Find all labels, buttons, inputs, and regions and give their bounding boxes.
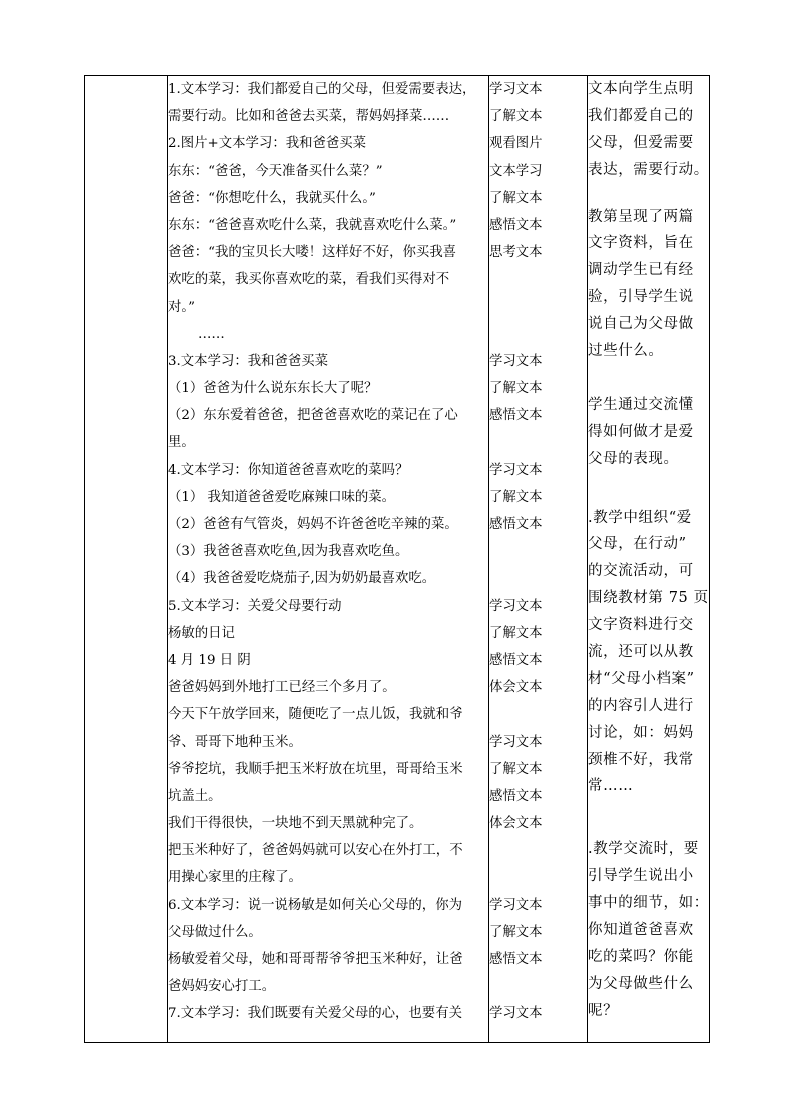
table-row	[85, 76, 710, 1043]
activity-line: 学习文本	[489, 734, 543, 750]
content-line: 父母做过什么。	[168, 924, 262, 940]
intent-line: 父母的表现。	[588, 450, 679, 467]
content-line: 1.文本学习：我们都爱自己的父母，但爱需要表达，	[168, 82, 476, 97]
content-line: 爷爷挖坑，我顺手把玉米籽放在坑里，哥哥给玉米	[168, 761, 463, 777]
intent-line: 讨论，如：妈妈	[588, 724, 694, 741]
content-line: 爷、哥哥下地种玉米。	[168, 734, 302, 750]
content-line: 用操心家里的庄稼了。	[168, 870, 302, 886]
design-intent-blocks	[588, 76, 709, 1025]
lesson-plan-table	[84, 75, 710, 1043]
intent-line: 教第呈现了两篇	[588, 208, 694, 225]
stage-column-cell	[85, 76, 168, 1043]
activity-line: 感悟文本	[489, 217, 543, 233]
content-line: 5.文本学习：关爱父母要行动	[168, 598, 342, 614]
activity-line: 感悟文本	[489, 788, 543, 804]
content-line: （2）东东爱着爸爸，把爸爸喜欢吃的菜记在了心	[168, 408, 458, 424]
activity-line: 了解文本	[489, 761, 543, 777]
content-line: 爸爸：“我的宝贝长大喽！这样好不好，你买我喜	[168, 245, 457, 261]
intent-line: 的内容引人进行	[588, 697, 694, 714]
content-line: 对。”	[168, 299, 195, 315]
design-intent-cell	[588, 76, 710, 1043]
intent-block	[588, 204, 709, 365]
intent-line: 学生通过交流懂	[588, 396, 694, 413]
intent-line: 过些什么。	[588, 343, 664, 360]
content-line: 我们干得很快，一块地不到天黑就种完了。	[168, 816, 423, 832]
activity-line: 思考文本	[489, 245, 543, 261]
intent-line: 调动学生已有经	[588, 262, 694, 279]
intent-line: .教学中组织“爱	[588, 509, 692, 526]
intent-line: 呢？	[588, 1002, 619, 1019]
intent-line: 我们都爱自己的	[588, 107, 694, 124]
content-line: 爸妈妈安心打工。	[168, 979, 276, 995]
intent-block	[588, 76, 709, 184]
intent-line: 说自己为父母做	[588, 316, 694, 333]
content-line: 东东：“爸爸，今天准备买什么菜？”	[168, 163, 383, 179]
activity-line: 文本学习	[489, 163, 543, 179]
student-activity-lines	[489, 76, 587, 1028]
intent-line: 为父母做些什么	[588, 975, 694, 992]
activity-line: 学习文本	[489, 353, 543, 369]
content-line: 爸爸：“你想吃什么，我就买什么。”	[168, 190, 376, 206]
teaching-content-lines	[168, 76, 488, 1028]
activity-line: 了解文本	[489, 625, 543, 641]
intent-line: 得如何做才是爱	[588, 423, 694, 440]
intent-line: 常……	[588, 778, 634, 795]
content-line: （1） 我知道爸爸爱吃麻辣口味的菜。	[168, 489, 396, 505]
intent-line: 文字资料进行交	[588, 617, 694, 634]
intent-line: 你知道爸爸喜欢	[588, 922, 694, 939]
intent-line: 表达，需要行动。	[588, 161, 709, 178]
content-line: 2.图片+文本学习：我和爸爸买菜	[168, 136, 367, 152]
intent-line: 文本向学生点明	[588, 81, 694, 97]
activity-line	[489, 321, 587, 348]
activity-line: 学习文本	[489, 598, 543, 614]
content-line: 爸爸妈妈到外地打工已经三个多月了。	[168, 680, 396, 696]
activity-line	[489, 565, 587, 592]
intent-line: 颈椎不好，我常	[588, 751, 694, 768]
intent-line: 吃的菜吗？你能	[588, 948, 694, 965]
content-line: （4）我爸爸爱吃烧茄子,因为奶奶最喜欢吃。	[168, 571, 436, 587]
content-line: 3.文本学习：我和爸爸买菜	[168, 353, 329, 369]
activity-line	[489, 266, 587, 293]
activity-line	[489, 701, 587, 728]
activity-line: 学习文本	[489, 82, 543, 97]
intent-line: 父母，在行动”	[588, 536, 687, 553]
intent-block	[588, 836, 709, 1024]
activity-line: 感悟文本	[489, 408, 543, 424]
activity-line: 感悟文本	[489, 952, 543, 967]
intent-line: 的交流活动，可	[588, 563, 694, 580]
activity-line: 学习文本	[489, 1006, 543, 1022]
intent-line: 验，引导学生说	[588, 289, 694, 306]
activity-line: 了解文本	[489, 190, 543, 206]
content-line: 欢吃的菜，我买你喜欢吃的菜，看我们买得对不	[168, 272, 450, 288]
activity-line: 了解文本	[489, 109, 543, 125]
activity-line	[489, 538, 587, 565]
content-line: （2）爸爸有气管炎，妈妈不许爸爸吃辛辣的菜。	[168, 517, 458, 532]
activity-line: 了解文本	[489, 381, 543, 397]
intent-block	[588, 392, 709, 473]
content-line: ……	[198, 326, 225, 342]
activity-line	[489, 837, 587, 864]
activity-line: 观看图片	[489, 136, 543, 152]
activity-line	[489, 973, 587, 1000]
student-activity-cell	[489, 76, 588, 1043]
activity-line: 体会文本	[489, 816, 543, 832]
activity-line: 学习文本	[489, 462, 543, 478]
content-line: 今天下午放学回来，随便吃了一点儿饭，我就和爷	[168, 707, 463, 723]
intent-line: 事中的细节，如：	[588, 895, 709, 912]
content-line: 把玉米种好了，爸爸妈妈就可以安心在外打工，不	[168, 843, 463, 859]
content-line: 4.文本学习：你知道爸爸喜欢吃的菜吗？	[168, 462, 409, 478]
intent-line: 父母，但爱需要	[588, 134, 694, 151]
content-line: （1）爸爸为什么说东东长大了呢？	[168, 381, 378, 397]
content-line: 东东：“爸爸喜欢吃什么菜，我就喜欢吃什么菜。”	[168, 217, 457, 233]
content-line: 里。	[168, 435, 195, 451]
activity-line: 感悟文本	[489, 517, 543, 532]
activity-line: 了解文本	[489, 924, 543, 940]
teaching-content-cell	[168, 76, 489, 1043]
intent-block	[588, 505, 709, 801]
content-line: 杨敏的日记	[168, 625, 235, 641]
activity-line: 学习文本	[489, 897, 543, 913]
content-line: 4 月 19 日 阴	[168, 652, 251, 668]
activity-line: 体会文本	[489, 680, 543, 696]
activity-line	[489, 864, 587, 891]
content-line: 6.文本学习：说一说杨敏是如何关心父母的，你为	[168, 897, 462, 913]
content-line: 7.文本学习：我们既要有关爱父母的心，也要有关	[168, 1006, 462, 1022]
content-line: （3）我爸爸喜欢吃鱼,因为我喜欢吃鱼。	[168, 544, 409, 560]
content-line: 坑盖土。	[168, 788, 222, 804]
intent-line: 文字资料，旨在	[588, 235, 694, 252]
content-line: 需要行动。比如和爸爸去买菜，帮妈妈择菜……	[168, 109, 450, 125]
intent-line: 围绕教材第 75 页	[588, 590, 709, 607]
content-line: 杨敏爱着父母，她和哥哥帮爷爷把玉米种好，让爸	[168, 952, 463, 967]
intent-line: 流，还可以从教	[588, 644, 694, 661]
intent-line: .教学交流时，要	[588, 841, 699, 858]
intent-line: 材“父母小档案”	[588, 670, 695, 687]
activity-line: 了解文本	[489, 489, 543, 505]
activity-line	[489, 294, 587, 321]
intent-line: 引导学生说出小	[588, 868, 694, 885]
activity-line: 感悟文本	[489, 652, 543, 668]
activity-line	[489, 429, 587, 456]
